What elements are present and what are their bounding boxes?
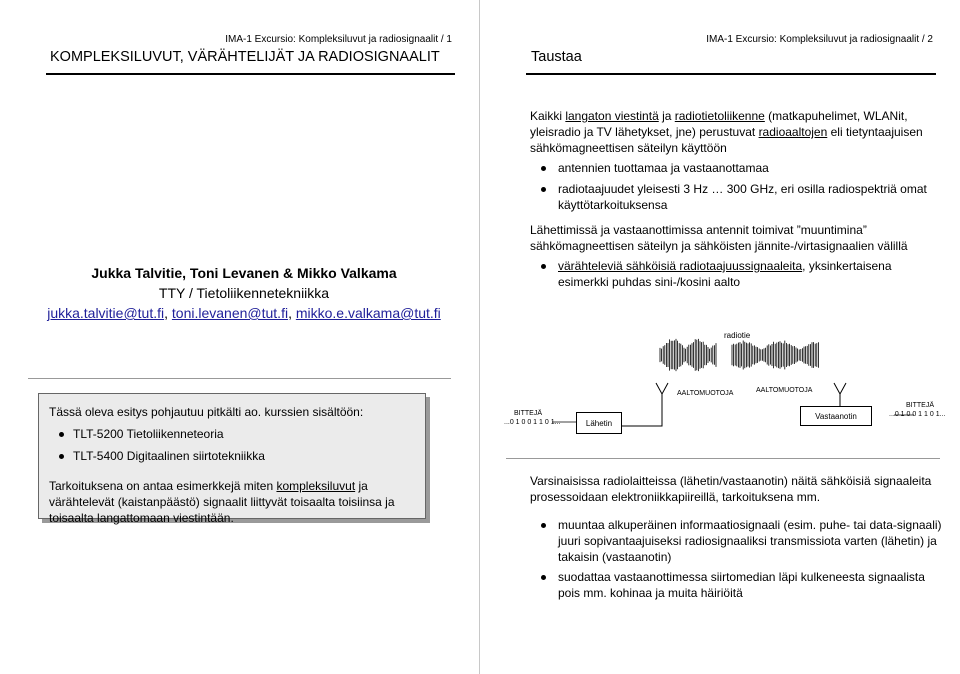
author-block [24, 263, 464, 323]
bullet-list [530, 160, 940, 213]
bullet-icon [541, 575, 546, 580]
course-list [49, 426, 417, 464]
waveform-right [732, 341, 818, 370]
bits-sequence-right: ...0 1 0 0 1 1 0 1... [889, 411, 946, 418]
intro-purpose: Tarkoituksena on antaa esimerkkejä miten kompleksiluvut ja värähtelevät (kaistanpäästö) signaalit liittyvät toisaalta toisiinsa ja toisaalta langattomaan viestintään. [49, 479, 395, 525]
title-divider [526, 73, 936, 75]
radiotie-label: radiotie [724, 331, 751, 340]
bits-sequence-left: ...0 1 0 0 1 1 0 1... [504, 419, 561, 426]
list-item: TLT-5400 Digitaalinen siirtotekniikka [49, 448, 417, 464]
intro-lead: Tässä oleva esitys pohjautuu pitkälti ao. kurssien sisältöön: [49, 405, 364, 419]
intro-box [38, 393, 426, 525]
bits-caption-right: BITTEJÄ [906, 402, 935, 409]
list-item: muuntaa alkuperäinen informaatiosignaali (esim. puhe- tai data-signaali) juuri sopivantaajuiseksi radiosignaaliksi transmissiota varten (lähetin) ja takaisin (vastaanotin) [530, 517, 942, 565]
email-list [24, 303, 464, 323]
bullet-icon [541, 187, 546, 192]
receiver-box: Vastaanotin [800, 406, 872, 426]
bullet-list [530, 517, 942, 601]
email-separator: , [164, 305, 172, 321]
transmitter-box: Lähetin [576, 412, 622, 434]
slide-header: IMA-1 Excursio: Kompleksiluvut ja radiosignaalit / 1 [225, 34, 452, 45]
list-item: antennien tuottamaa ja vastaanottamaa [530, 160, 940, 176]
list-item: TLT-5200 Tietoliikenneteoria [49, 426, 417, 442]
email-link-levanen[interactable]: toni.levanen@tut.fi [171, 305, 289, 321]
section-divider [506, 458, 940, 459]
slide-header: IMA-1 Excursio: Kompleksiluvut ja radiosignaalit / 2 [706, 34, 933, 45]
email-link-valkama[interactable]: mikko.e.valkama@tut.fi [295, 305, 441, 321]
waveform-caption-left: AALTOMUOTOJA [677, 390, 734, 397]
waveform-left [660, 339, 716, 371]
author-names: Jukka Talvitie, Toni Levanen & Mikko Valkama [91, 265, 397, 281]
antenna-paragraph: Lähettimissä ja vastaanottimissa antennit toimivat ”muuntimina” sähkömagneettisen säteilyn ja sähköisten jännite-/virtasignaalien välillä värähteleviä sähköisiä radiotaajuussignaaleita, yksinkertaisena esimerkki puhdas sini-/kosini aalto [530, 222, 940, 295]
list-item: radiotaajuudet yleisesti 3 Hz … 300 GHz, eri osilla radiospektriä omat käyttötarkoituksensa [530, 181, 940, 213]
processing-paragraph: Varsinaisissa radiolaitteissa (lähetin/vastaanotin) näitä sähköisiä signaaleita prosessoidaan elektroniikkapiireillä, tarkoituksena mm. muuntaa alkuperäinen informaatiosignaali (esim. puhe- tai data-signaali) juuri sopivantaajuiseksi radiosignaaliksi transmissiota varten (lähetin) ja takaisin (vastaanotin) suodattaa vastaanottimessa siirtomedian läpi kulkeneesta signaalista pois mm. kohinaa ja muita häiriöitä [530, 474, 942, 600]
slide-title: Taustaa [531, 49, 582, 65]
bits-caption-left: BITTEJÄ [514, 410, 543, 417]
radio-link-diagram [504, 322, 960, 468]
bullet-icon [541, 523, 546, 528]
bullet-icon [541, 264, 546, 269]
bullet-list [530, 258, 940, 290]
slide-title: KOMPLEKSILUVUT, VÄRÄHTELIJÄT JA RADIOSIGNAALIT [50, 49, 440, 65]
title-divider [46, 73, 455, 75]
affiliation: TTY / Tietoliikennetekniikka [158, 285, 330, 301]
section-divider [28, 378, 451, 379]
email-separator: , [288, 305, 296, 321]
waveform-caption-right: AALTOMUOTOJA [756, 387, 813, 394]
list-item: värähteleviä sähköisiä radiotaajuussignaaleita, yksinkertaisena esimerkki puhdas sini-/kosini aalto [530, 258, 940, 290]
list-item: suodattaa vastaanottimessa siirtomedian läpi kulkeneesta signaalista pois mm. kohinaa ja muita häiriöitä [530, 569, 942, 601]
bullet-icon [59, 432, 64, 437]
email-link-talvitie[interactable]: jukka.talvitie@tut.fi [47, 305, 165, 321]
bullet-icon [541, 166, 546, 171]
intro-paragraph: Kaikki langaton viestintä ja radiotietoliikenne (matkapuhelimet, WLANit, yleisradio ja TV lähetykset, jne) perustuvat radioaaltojen eli tietyntaajuisen sähkömagneettisen säteilyn käyttöön antennien tuottamaa ja vastaanottamaa radiotaajuudet yleisesti 3 Hz … 300 GHz, eri osilla radiospektriä omat käyttötarkoituksensa [530, 108, 940, 218]
bullet-icon [59, 454, 64, 459]
slide-2 [480, 0, 960, 674]
antenna-tx-icon [622, 383, 668, 426]
